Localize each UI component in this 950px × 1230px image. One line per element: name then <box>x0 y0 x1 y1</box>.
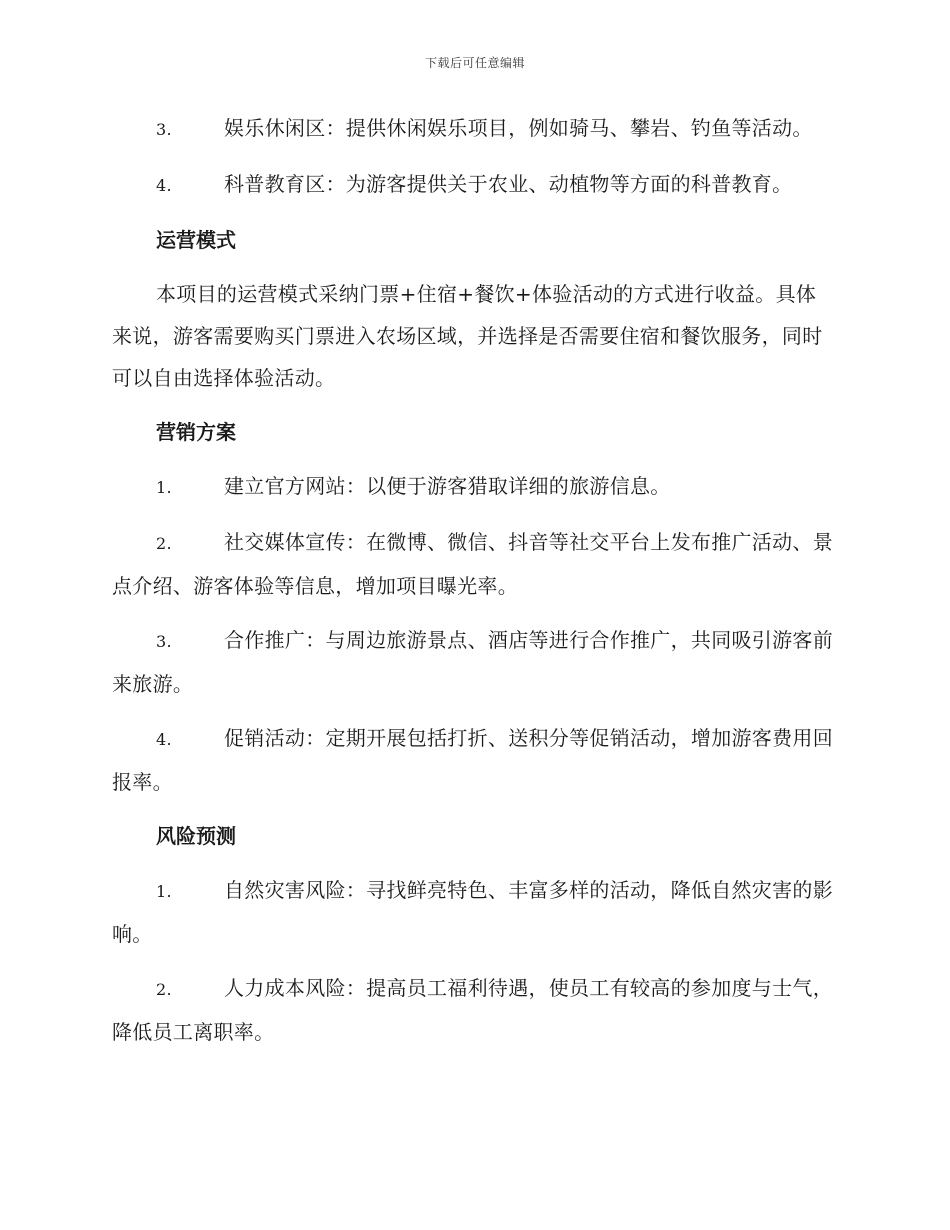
list-item <box>112 967 834 1053</box>
list-item <box>112 869 834 955</box>
list-item <box>112 521 834 607</box>
list-text: 科普教育区：为游客提供关于农业、动植物等方面的科普教育。 <box>224 172 793 196</box>
page-header: 下载后可任意编辑 <box>424 56 525 70</box>
operation-paragraph: 本项目的运营模式采纳门票+住宿+餐饮+体验活动的方式进行收益。具体来说，游客需要购买门票进入农场区域，并选择是否需要住宿和餐饮服务，同时可以自由选择体验活动。 <box>112 282 823 390</box>
list-number: 4. <box>156 176 172 195</box>
list-text: 建立官方网站：以便于游客猎取详细的旅游信息。 <box>224 474 671 498</box>
list-item <box>112 717 834 803</box>
list-text: 社交媒体宣传：在微博、微信、抖音等社交平台上发布推广活动、景点介绍、游客体验等信息，增加项目曝光率。 <box>112 530 833 598</box>
list-item <box>112 107 834 151</box>
list-item <box>112 619 834 705</box>
list-number: 1. <box>156 478 172 497</box>
list-text: 合作推广：与周边旅游景点、酒店等进行合作推广，共同吸引游客前来旅游。 <box>112 628 833 696</box>
list-text: 自然灾害风险：寻找鲜亮特色、丰富多样的活动，降低自然灾害的影响。 <box>112 878 833 946</box>
list-text: 促销活动：定期开展包括打折、送积分等促销活动，增加游客费用回报率。 <box>112 726 833 794</box>
list-number: 2. <box>156 534 172 553</box>
list-number: 3. <box>156 632 172 651</box>
list-item <box>112 163 834 207</box>
list-number: 2. <box>156 980 172 999</box>
list-text: 人力成本风险：提高员工福利待遇，使员工有较高的参加度与士气，降低员工离职率。 <box>112 976 833 1044</box>
list-number: 3. <box>156 120 172 139</box>
section-heading-operation: 运营模式 <box>156 228 236 252</box>
section-heading-marketing: 营销方案 <box>156 420 236 444</box>
list-text: 娱乐休闲区：提供休闲娱乐项目，例如骑马、攀岩、钓鱼等活动。 <box>224 116 813 140</box>
list-item <box>112 465 834 509</box>
section-heading-risk: 风险预测 <box>156 824 236 848</box>
list-number: 4. <box>156 730 172 749</box>
list-number: 1. <box>156 882 172 901</box>
document-body <box>112 107 834 1065</box>
